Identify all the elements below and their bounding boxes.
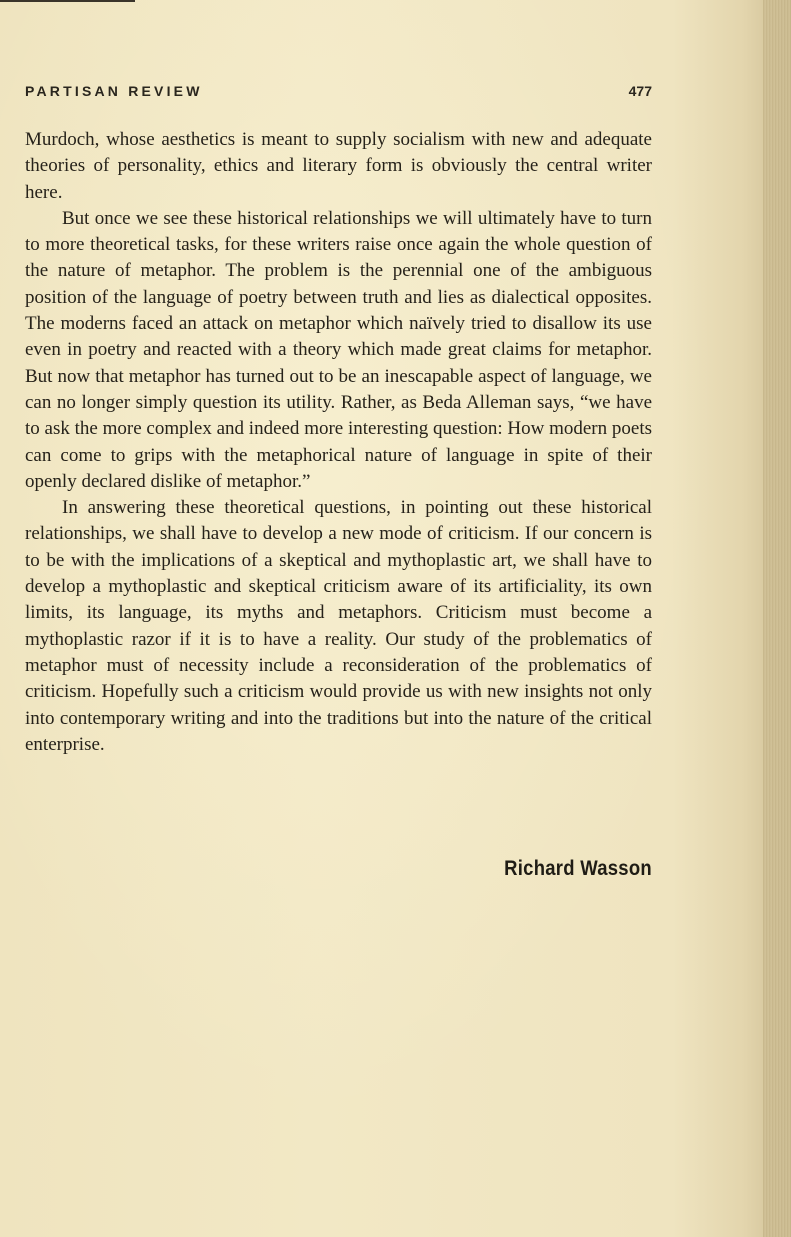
paragraph-2: But once we see these historical relationships we will ultimately have to turn to more theoretical tasks, for these writers raise once again the whole question of the nature of metaphor. The problem is the perennial one of the ambiguous position of the language of poetry between truth and lies as dialectical opposites. The moderns faced an attack on metaphor which naïvely tried to disallow its use even in poetry and reacted with a theory which made great claims for metaphor. But now that metaphor has turned out to be an inescapable aspect of language, we can no longer simply question its utility. Rather, as Beda Alleman says, “we have to ask the more complex and indeed more interesting question: How modern poets can come to grips with the metaphorical nature of language in spite of their openly declared dislike of metaphor.” <box>25 207 652 492</box>
author-signature: Richard Wasson <box>504 857 652 880</box>
page-number: 477 <box>628 83 652 99</box>
page-edge <box>763 0 791 1237</box>
running-head <box>25 82 652 106</box>
paragraph-1: Murdoch, whose aesthetics is meant to supply socialism with new and adequate theories of personality, ethics and literary form is obviously the central writer here. <box>25 129 652 203</box>
article-body <box>25 127 652 758</box>
paragraph-3: In answering these theoretical questions, in pointing out these historical relationships, we shall have to develop a new mode of criticism. If our concern is to be with the implications of a skeptical and mythoplastic art, we shall have to develop a mythoplastic and skeptical criticism aware of its artificiality, its own limits, its language, its myths and metaphors. Criticism must become a mythoplastic razor if it is to have a reality. Our study of the problematics of metaphor must of necessity include a reconsideration of the problematics of criticism. Hopefully such a criticism would provide us with new insights not only into contemporary writing and into the traditions but into the nature of the critical enterprise. <box>25 497 652 755</box>
journal-name: PARTISAN REVIEW <box>25 83 203 99</box>
top-rule <box>0 0 135 2</box>
